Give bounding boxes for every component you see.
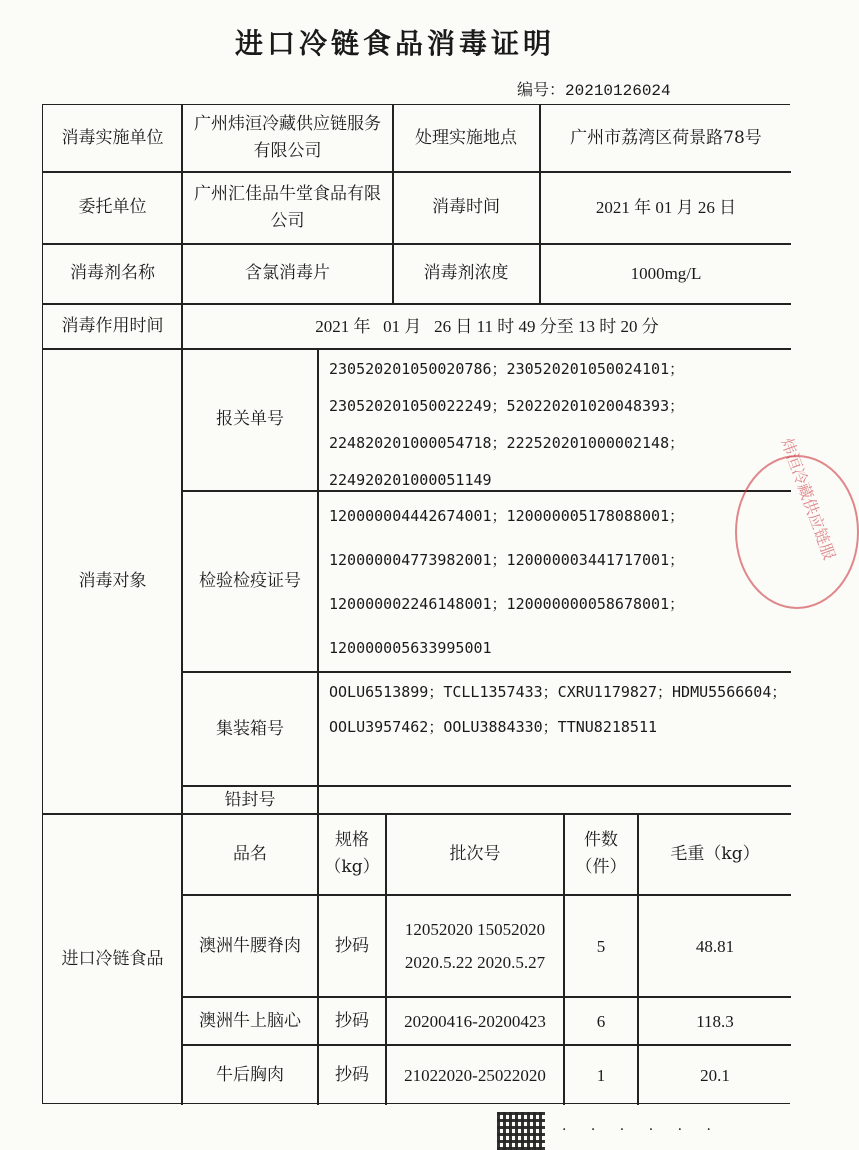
unit-label: 消毒实施单位: [61, 127, 164, 148]
agent-value: 含氯消毒片: [245, 263, 330, 283]
food-row-3-batch: 21022020-25022020: [404, 1066, 546, 1085]
agent-label: 消毒剂名称: [70, 263, 155, 283]
document-title: 进口冷链食品消毒证明: [234, 27, 555, 60]
place-label: 处理实施地点: [415, 127, 517, 148]
food-row-2-spec: 抄码: [335, 1010, 369, 1031]
qr-code: [497, 1112, 545, 1150]
header-pieces: 件数（件）: [575, 830, 627, 877]
food-row-2-weight: 118.3: [696, 1011, 734, 1031]
food-label: 进口冷链食品: [61, 949, 164, 969]
food-row-2-name: 澳洲牛上脑心: [199, 1010, 301, 1031]
food-row-2-batch: 20200416-20200423: [404, 1011, 546, 1031]
certificate-table: [42, 104, 790, 1104]
footer-dots: · · · · · ·: [562, 1122, 721, 1138]
time-label: 消毒时间: [432, 197, 500, 217]
time-value: 2021 年 01 月 26 日: [595, 198, 737, 217]
unit-value: 广州炜洹冷藏供应链服务有限公司: [194, 114, 381, 161]
document-number-value: 20210126024: [565, 82, 671, 100]
customs-label: 报关单号: [216, 409, 284, 429]
period-label: 消毒作用时间: [61, 315, 164, 336]
document-number: [517, 77, 671, 100]
food-row-1-pieces: 5: [596, 936, 606, 956]
food-row-3-weight: 20.1: [700, 1066, 730, 1085]
header-spec: 规格（kg）: [324, 830, 380, 877]
concentration-label: 消毒剂浓度: [423, 263, 509, 283]
food-row-3-spec: 抄码: [335, 1065, 369, 1085]
header-name: 品名: [233, 843, 267, 864]
client-value: 广州汇佳品牛堂食品有限公司: [194, 183, 381, 231]
company-seal-text: 炜洹冷藏供应链服: [777, 435, 839, 563]
seal-value: [319, 787, 791, 813]
company-seal: [735, 435, 859, 609]
food-row-2-pieces: 6: [596, 1011, 606, 1031]
container-value: OOLU6513899；TCLL1357433；CXRU1179827；HDMU5566604；OOLU3957462；OOLU3884330；TTNU8218511: [329, 683, 787, 736]
header-weight: 毛重（kg）: [670, 843, 760, 864]
inspection-value: 120000004442674001；120000005178088001；120000004773982001；120000003441717001；120000002246148001；120000000058678001；120000005633995001: [329, 507, 685, 657]
concentration-value: 1000mg/L: [630, 264, 702, 283]
customs-value: 230520201050020786；230520201050024101；230520201050022249；520220201020048393；224820201000054718；222520201000002148；224920201000051149: [329, 360, 685, 489]
seal-label: 铅封号: [224, 789, 276, 810]
food-row-3-pieces: 1: [596, 1066, 606, 1085]
place-value: 广州市荔湾区荷景路78号: [570, 127, 762, 148]
food-row-1-batch: 12052020 15052020 2020.5.22 2020.5.27: [404, 920, 546, 972]
period-value: 2021 年 01 月 26 日 11 时 49 分至 13 时 20 分: [315, 316, 659, 336]
food-row-1-spec: 抄码: [335, 935, 369, 956]
header-batch: 批次号: [449, 843, 501, 864]
document-number-label: 编号：: [517, 80, 566, 99]
food-row-1-name: 澳洲牛腰脊肉: [199, 935, 301, 956]
food-row-3-name: 牛后胸肉: [216, 1065, 284, 1085]
objects-label: 消毒对象: [78, 570, 147, 591]
container-label: 集装箱号: [216, 718, 284, 739]
client-label: 委托单位: [78, 197, 147, 217]
food-row-1-weight: 48.81: [695, 936, 735, 956]
inspection-label: 检验检疫证号: [199, 571, 301, 591]
